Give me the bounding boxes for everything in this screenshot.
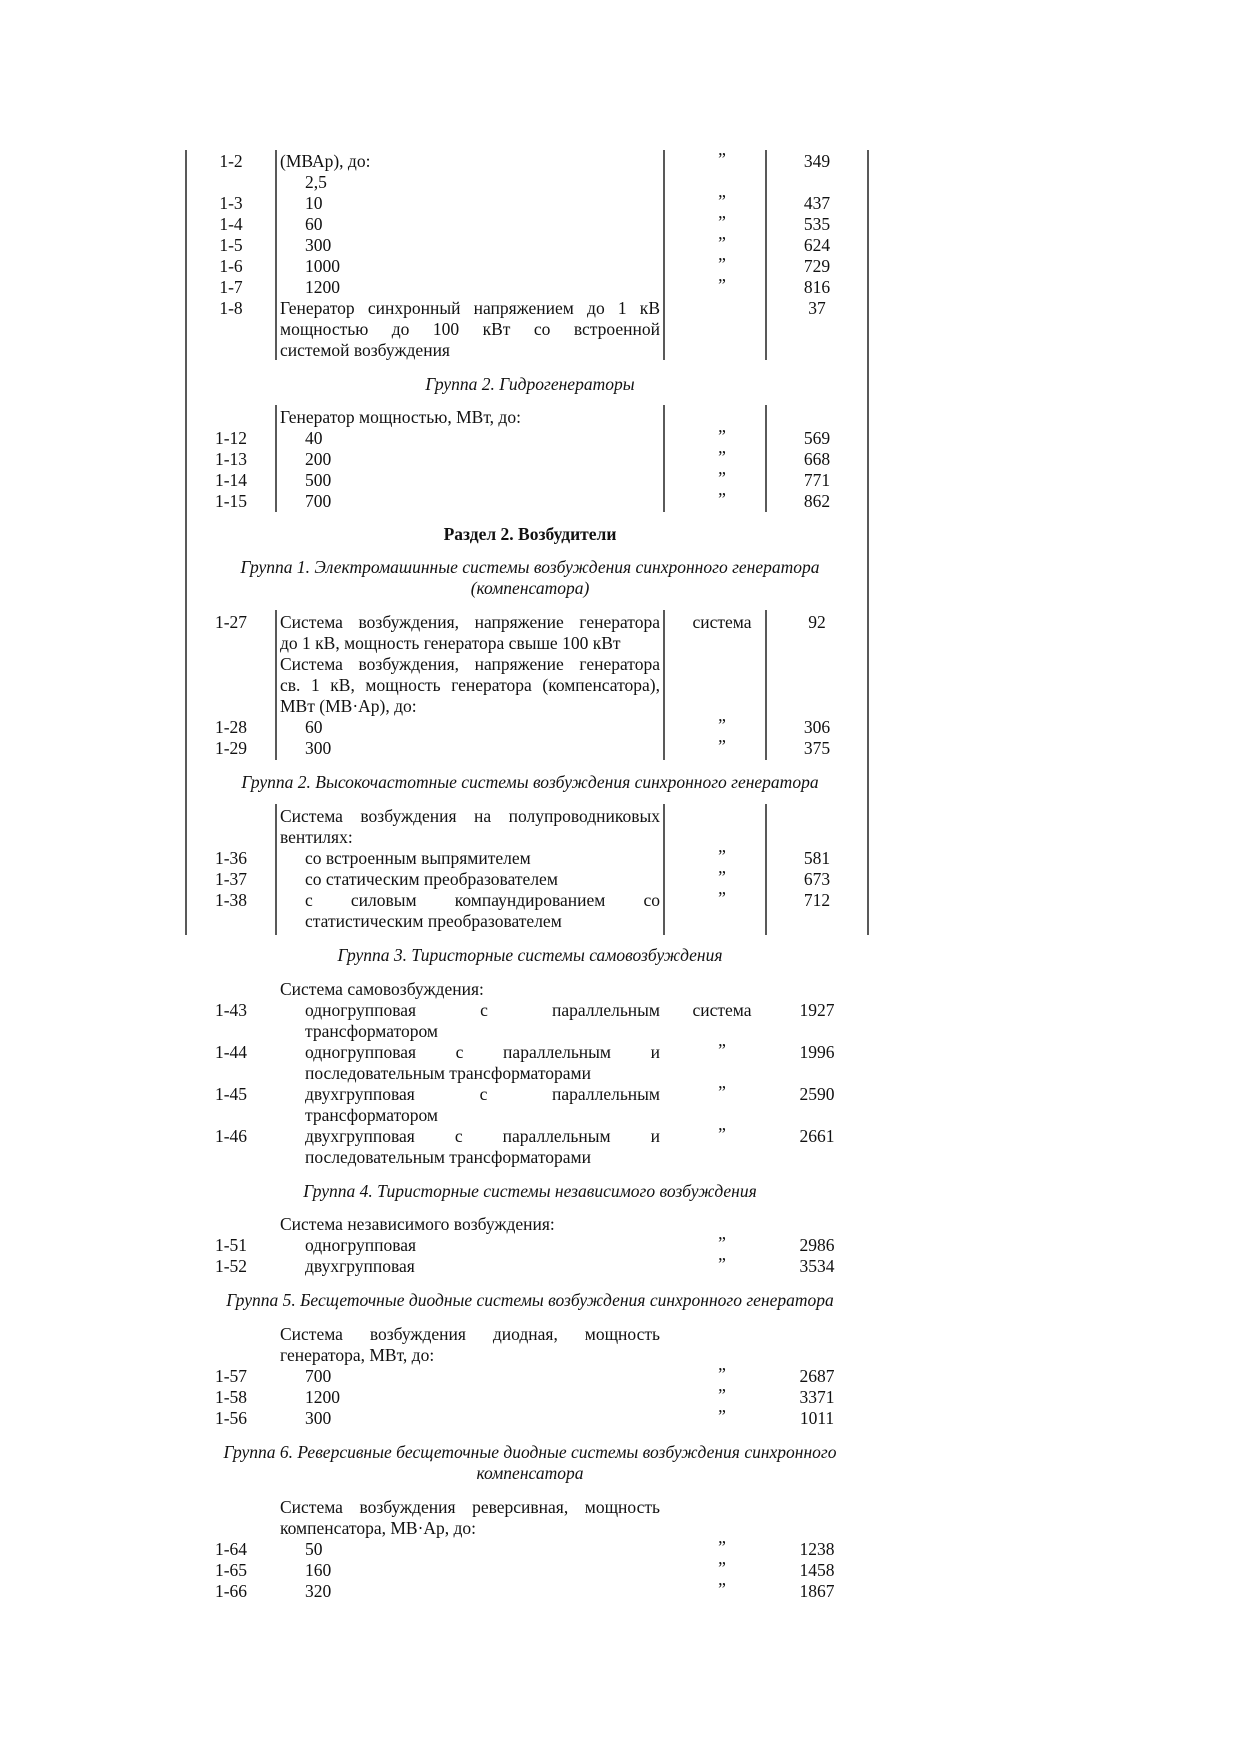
row-subvalue-line: последовательным трансформаторами [305,1147,591,1167]
row-number: 1-14 [214,470,248,490]
row-price: 535 [803,214,831,234]
group-header-line: Система возбуждения диодная, мощность [280,1324,660,1344]
row-price: 3534 [799,1256,835,1276]
group-header-line: Система возбуждения реверсивная, мощность [280,1497,660,1517]
row-subvalue: 500 [305,470,332,490]
row-number: 1-12 [214,428,248,448]
row-subvalue: 40 [305,428,323,448]
row-unit: ” [718,233,726,253]
row-subvalue: 300 [305,235,332,255]
row-unit: ” [718,846,726,866]
row-unit: ” [718,447,726,467]
group-header-line: генератора, МВт, до: [280,1345,435,1365]
row-price: 2687 [799,1366,835,1386]
row-unit: ” [718,212,726,232]
row-unit: ” [718,191,726,211]
row-price: 2986 [799,1235,835,1255]
row-number: 1-58 [214,1387,248,1407]
row-price: 1996 [799,1042,835,1062]
row-description-line: системой возбуждения [280,340,450,360]
group-title: Группа 4. Тиристорные системы независимого возбуждения [303,1181,757,1201]
group-header-line: Система возбуждения на полупроводниковых [280,806,660,826]
row-subvalue: 1000 [305,256,340,276]
row-price: 1238 [799,1539,835,1559]
group-header: Генератор мощностью, МВт, до: [280,407,521,427]
row-unit: ” [718,1124,726,1144]
row-unit: ” [718,1364,726,1384]
row-number: 1-45 [214,1084,248,1104]
row-subvalue-line: одногрупповая с параллельным [305,1000,660,1020]
row-subvalue-line: одногрупповая с параллельным и [305,1042,660,1062]
row-unit: ” [718,1040,726,1060]
row-number: 1-8 [219,298,243,318]
row-subvalue: 60 [305,214,323,234]
row-unit: ” [718,1233,726,1253]
row-subvalue: одногрупповая [305,1235,417,1255]
row-subvalue-line: трансформатором [305,1105,438,1125]
group-title: Группа 3. Тиристорные системы самовозбуждения [337,945,723,965]
group-header-line: МВт (МВ·Ар), до: [280,696,417,716]
row-number: 1-6 [219,256,243,276]
row-description: (МВАр), до: [280,151,371,171]
row-number: 1-46 [214,1126,248,1146]
row-subvalue-line: статистическим преобразователем [305,911,562,931]
row-number: 1-65 [214,1560,248,1580]
row-subvalue: 700 [305,1366,332,1386]
row-unit: ” [718,736,726,756]
group-title-line: (компенсатора) [470,578,590,598]
group-title-line: Группа 1. Электромашинные системы возбуждения синхронного генератора [240,557,820,577]
group-header: Система независимого возбуждения: [280,1214,555,1234]
row-price: 92 [808,612,826,632]
group-title: Группа 2. Высокочастотные системы возбуждения синхронного генератора [241,772,819,792]
row-subvalue: 300 [305,738,332,758]
row-unit: система [692,1000,752,1020]
row-number: 1-43 [214,1000,248,1020]
row-price: 375 [803,738,831,758]
row-subvalue: 1200 [305,277,340,297]
row-number: 1-52 [214,1256,248,1276]
row-price: 862 [803,491,831,511]
group-header-line: вентилях: [280,827,353,847]
row-subvalue-line: с силовым компаундированием со [305,890,660,910]
row-unit: ” [718,489,726,509]
row-subvalue: 160 [305,1560,332,1580]
group-header-line: Система возбуждения, напряжение генератора [280,654,660,674]
group-header-line: св. 1 кВ, мощность генератора (компенсатора), [280,675,660,695]
row-unit: ” [718,275,726,295]
row-price: 771 [803,470,831,490]
row-price: 581 [803,848,831,868]
row-unit: ” [718,254,726,274]
row-number: 1-4 [219,214,243,234]
row-subvalue: со встроенным выпрямителем [305,848,531,868]
row-subvalue: со статическим преобразователем [305,869,558,889]
row-number: 1-56 [214,1408,248,1428]
row-subvalue: 10 [305,193,323,213]
row-price: 1867 [799,1581,835,1601]
row-unit: ” [718,1406,726,1426]
group-header: Система самовозбуждения: [280,979,484,999]
row-price: 668 [803,449,831,469]
group-title: Группа 2. Гидрогенераторы [425,374,635,394]
row-number: 1-3 [219,193,243,213]
row-subvalue: 1200 [305,1387,340,1407]
row-description-line: Генератор синхронный напряжением до 1 кВ [280,298,660,318]
row-unit: ” [718,149,726,169]
row-subvalue: 700 [305,491,332,511]
row-number: 1-7 [219,277,243,297]
row-price: 2590 [799,1084,835,1104]
row-number: 1-13 [214,449,248,469]
row-description-line: Система возбуждения, напряжение генератора [280,612,660,632]
row-unit: ” [718,1537,726,1557]
row-unit: ” [718,888,726,908]
row-price: 673 [803,869,831,889]
row-price: 816 [803,277,831,297]
row-number: 1-28 [214,717,248,737]
row-number: 1-27 [214,612,248,632]
row-unit: ” [718,1558,726,1578]
row-unit: ” [718,715,726,735]
row-unit: ” [718,426,726,446]
row-unit: система [692,612,752,632]
row-price: 729 [803,256,831,276]
row-number: 1-29 [214,738,248,758]
row-number: 1-66 [214,1581,248,1601]
row-price: 1011 [799,1408,835,1428]
row-subvalue: 300 [305,1408,332,1428]
group-title: Группа 5. Бесщеточные диодные системы возбуждения синхронного генератора [226,1290,834,1310]
row-subvalue-line: последовательным трансформаторами [305,1063,591,1083]
group-title-line: компенсатора [476,1463,584,1483]
row-subvalue-line: двухгрупповая с параллельным [305,1084,660,1104]
row-price: 349 [803,151,831,171]
row-number: 1-64 [214,1539,248,1559]
row-number: 1-37 [214,869,248,889]
row-subvalue: двухгрупповая [305,1256,415,1276]
row-subvalue: 200 [305,449,332,469]
row-number: 1-44 [214,1042,248,1062]
row-subvalue: 60 [305,717,323,737]
row-number: 1-36 [214,848,248,868]
row-subvalue-line: трансформатором [305,1021,438,1041]
row-unit: ” [718,1579,726,1599]
group-title-line: Группа 6. Реверсивные бесщеточные диодные системы возбуждения синхронного [223,1442,837,1462]
row-price: 2661 [799,1126,835,1146]
row-price: 1927 [799,1000,835,1020]
row-number: 1-38 [214,890,248,910]
row-price: 624 [803,235,831,255]
row-number: 1-15 [214,491,248,511]
row-price: 1458 [799,1560,835,1580]
row-subvalue: 2,5 [305,172,327,192]
row-subvalue: 50 [305,1539,323,1559]
row-price: 437 [803,193,831,213]
row-unit: ” [718,867,726,887]
row-number: 1-51 [214,1235,248,1255]
group-header-line: компенсатора, МВ·Ар, до: [280,1518,477,1538]
row-description-line: до 1 кВ, мощность генератора свыше 100 кВт [280,633,621,653]
row-price: 306 [803,717,831,737]
row-unit: ” [718,468,726,488]
row-unit: ” [718,1254,726,1274]
row-description-line: мощностью до 100 кВт со встроенной [280,319,660,339]
row-price: 37 [808,298,826,318]
section-title: Раздел 2. Возбудители [443,524,617,544]
row-unit: ” [718,1082,726,1102]
row-number: 1-5 [219,235,243,255]
row-price: 569 [803,428,831,448]
row-number: 1-57 [214,1366,248,1386]
row-price: 712 [803,890,831,910]
row-subvalue: 320 [305,1581,332,1601]
row-subvalue-line: двухгрупповая с параллельным и [305,1126,660,1146]
row-number: 1-2 [219,151,243,171]
row-price: 3371 [799,1387,835,1407]
row-unit: ” [718,1385,726,1405]
